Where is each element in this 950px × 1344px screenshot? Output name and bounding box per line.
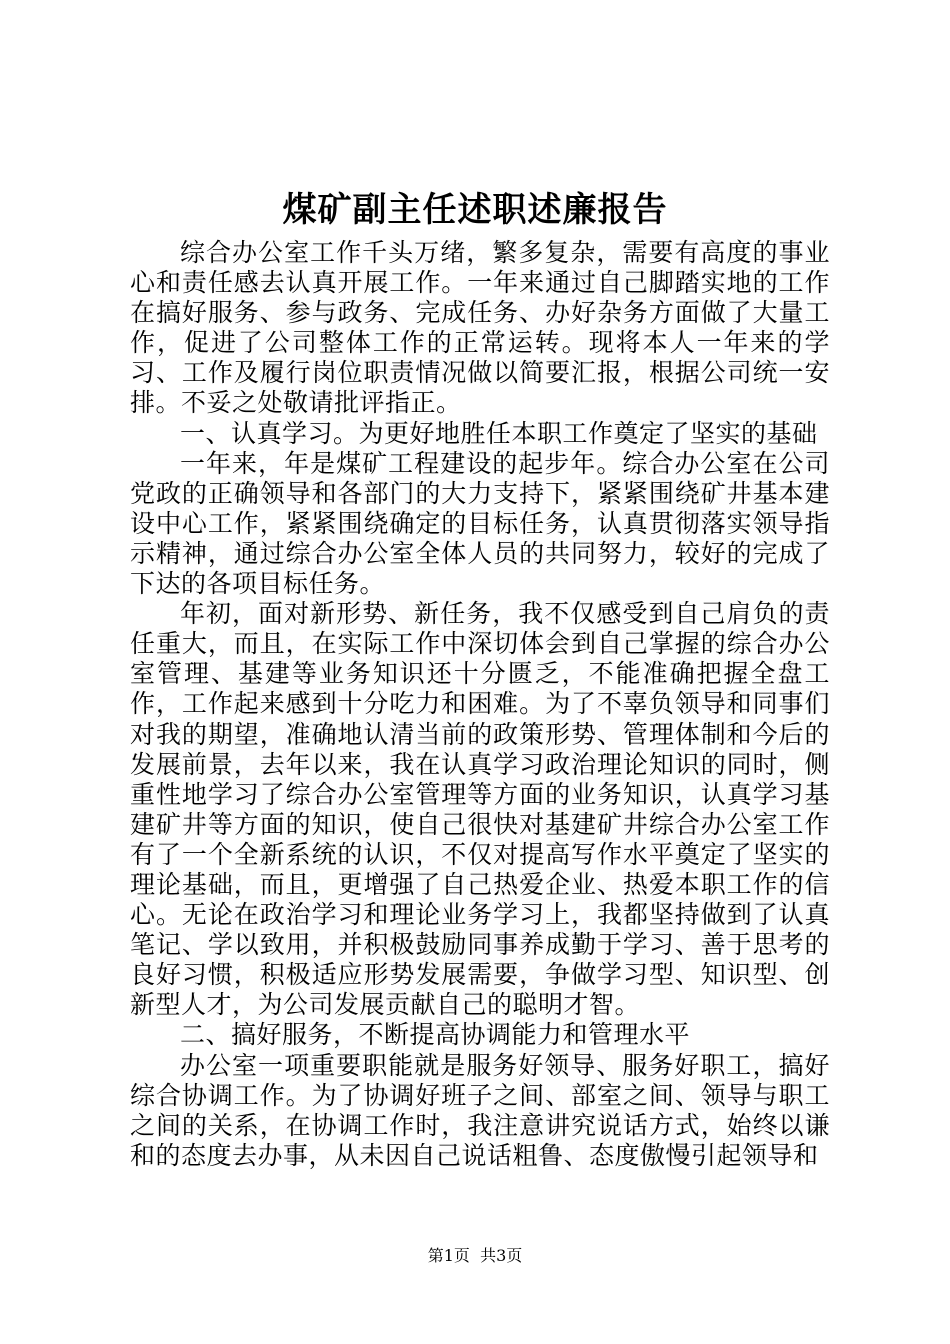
paragraph-service-details: 办公室一项重要职能就是服务好领导、服务好职工，搞好综合协调工作。为了协调好班子之间、部室之间、领导与职工之间的关系，在协调工作时，我注意讲究说话方式，始终以谦和的态度去办事，从未因自己说话粗鲁、态度傲慢引起领导和 — [130, 1050, 830, 1170]
section-heading-study: 一、认真学习。为更好地胜任本职工作奠定了坚实的基础 — [180, 418, 818, 448]
document-body — [130, 238, 830, 1171]
page-number: 第1页 — [427, 1246, 470, 1265]
section-heading-service: 二、搞好服务，不断提高协调能力和管理水平 — [180, 1020, 691, 1050]
page-total: 共3页 — [480, 1246, 523, 1265]
paragraph-year-review: 一年来，年是煤矿工程建设的起步年。综合办公室在公司党政的正确领导和各部门的大力支持下，紧紧围绕矿井基本建设中心工作，紧紧围绕确定的目标任务，认真贯彻落实领导指示精神，通过综合办公室全体人员的共同努力，较好的完成了下达的各项目标任务。 — [130, 448, 830, 599]
page-footer — [0, 1246, 950, 1266]
paragraph-study-details: 年初，面对新形势、新任务，我不仅感受到自己肩负的责任重大，而且，在实际工作中深切体会到自己掌握的综合办公室管理、基建等业务知识还十分匮乏，不能准确把握全盘工作，工作起来感到十分吃力和困难。为了不辜负领导和同事们对我的期望，准确地认清当前的政策形势、管理体制和今后的发展前景，去年以来，我在认真学习政治理论知识的同时，侧重性地学习了综合办公室管理等方面的业务知识，认真学习基建矿井等方面的知识，使自己很快对基建矿井综合办公室工作有了一个全新系统的认识，不仅对提高写作水平奠定了坚实的理论基础，而且，更增强了自己热爱企业、热爱本职工作的信心。无论在政治学习和理论业务学习上，我都坚持做到了认真笔记、学以致用，并积极鼓励同事养成勤于学习、善于思考的良好习惯，积极适应形势发展需要，争做学习型、知识型、创新型人才，为公司发展贡献自己的聪明才智。 — [130, 599, 830, 1020]
document-title: 煤矿副主任述职述廉报告 — [282, 190, 668, 230]
paragraph-intro: 综合办公室工作千头万绪，繁多复杂，需要有高度的事业心和责任感去认真开展工作。一年来通过自己脚踏实地的工作在搞好服务、参与政务、完成任务、办好杂务方面做了大量工作，促进了公司整体工作的正常运转。现将本人一年来的学习、工作及履行岗位职责情况做以简要汇报，根据公司统一安排。不妥之处敬请批评指正。 — [130, 238, 830, 418]
footer-spacer — [470, 1246, 480, 1265]
